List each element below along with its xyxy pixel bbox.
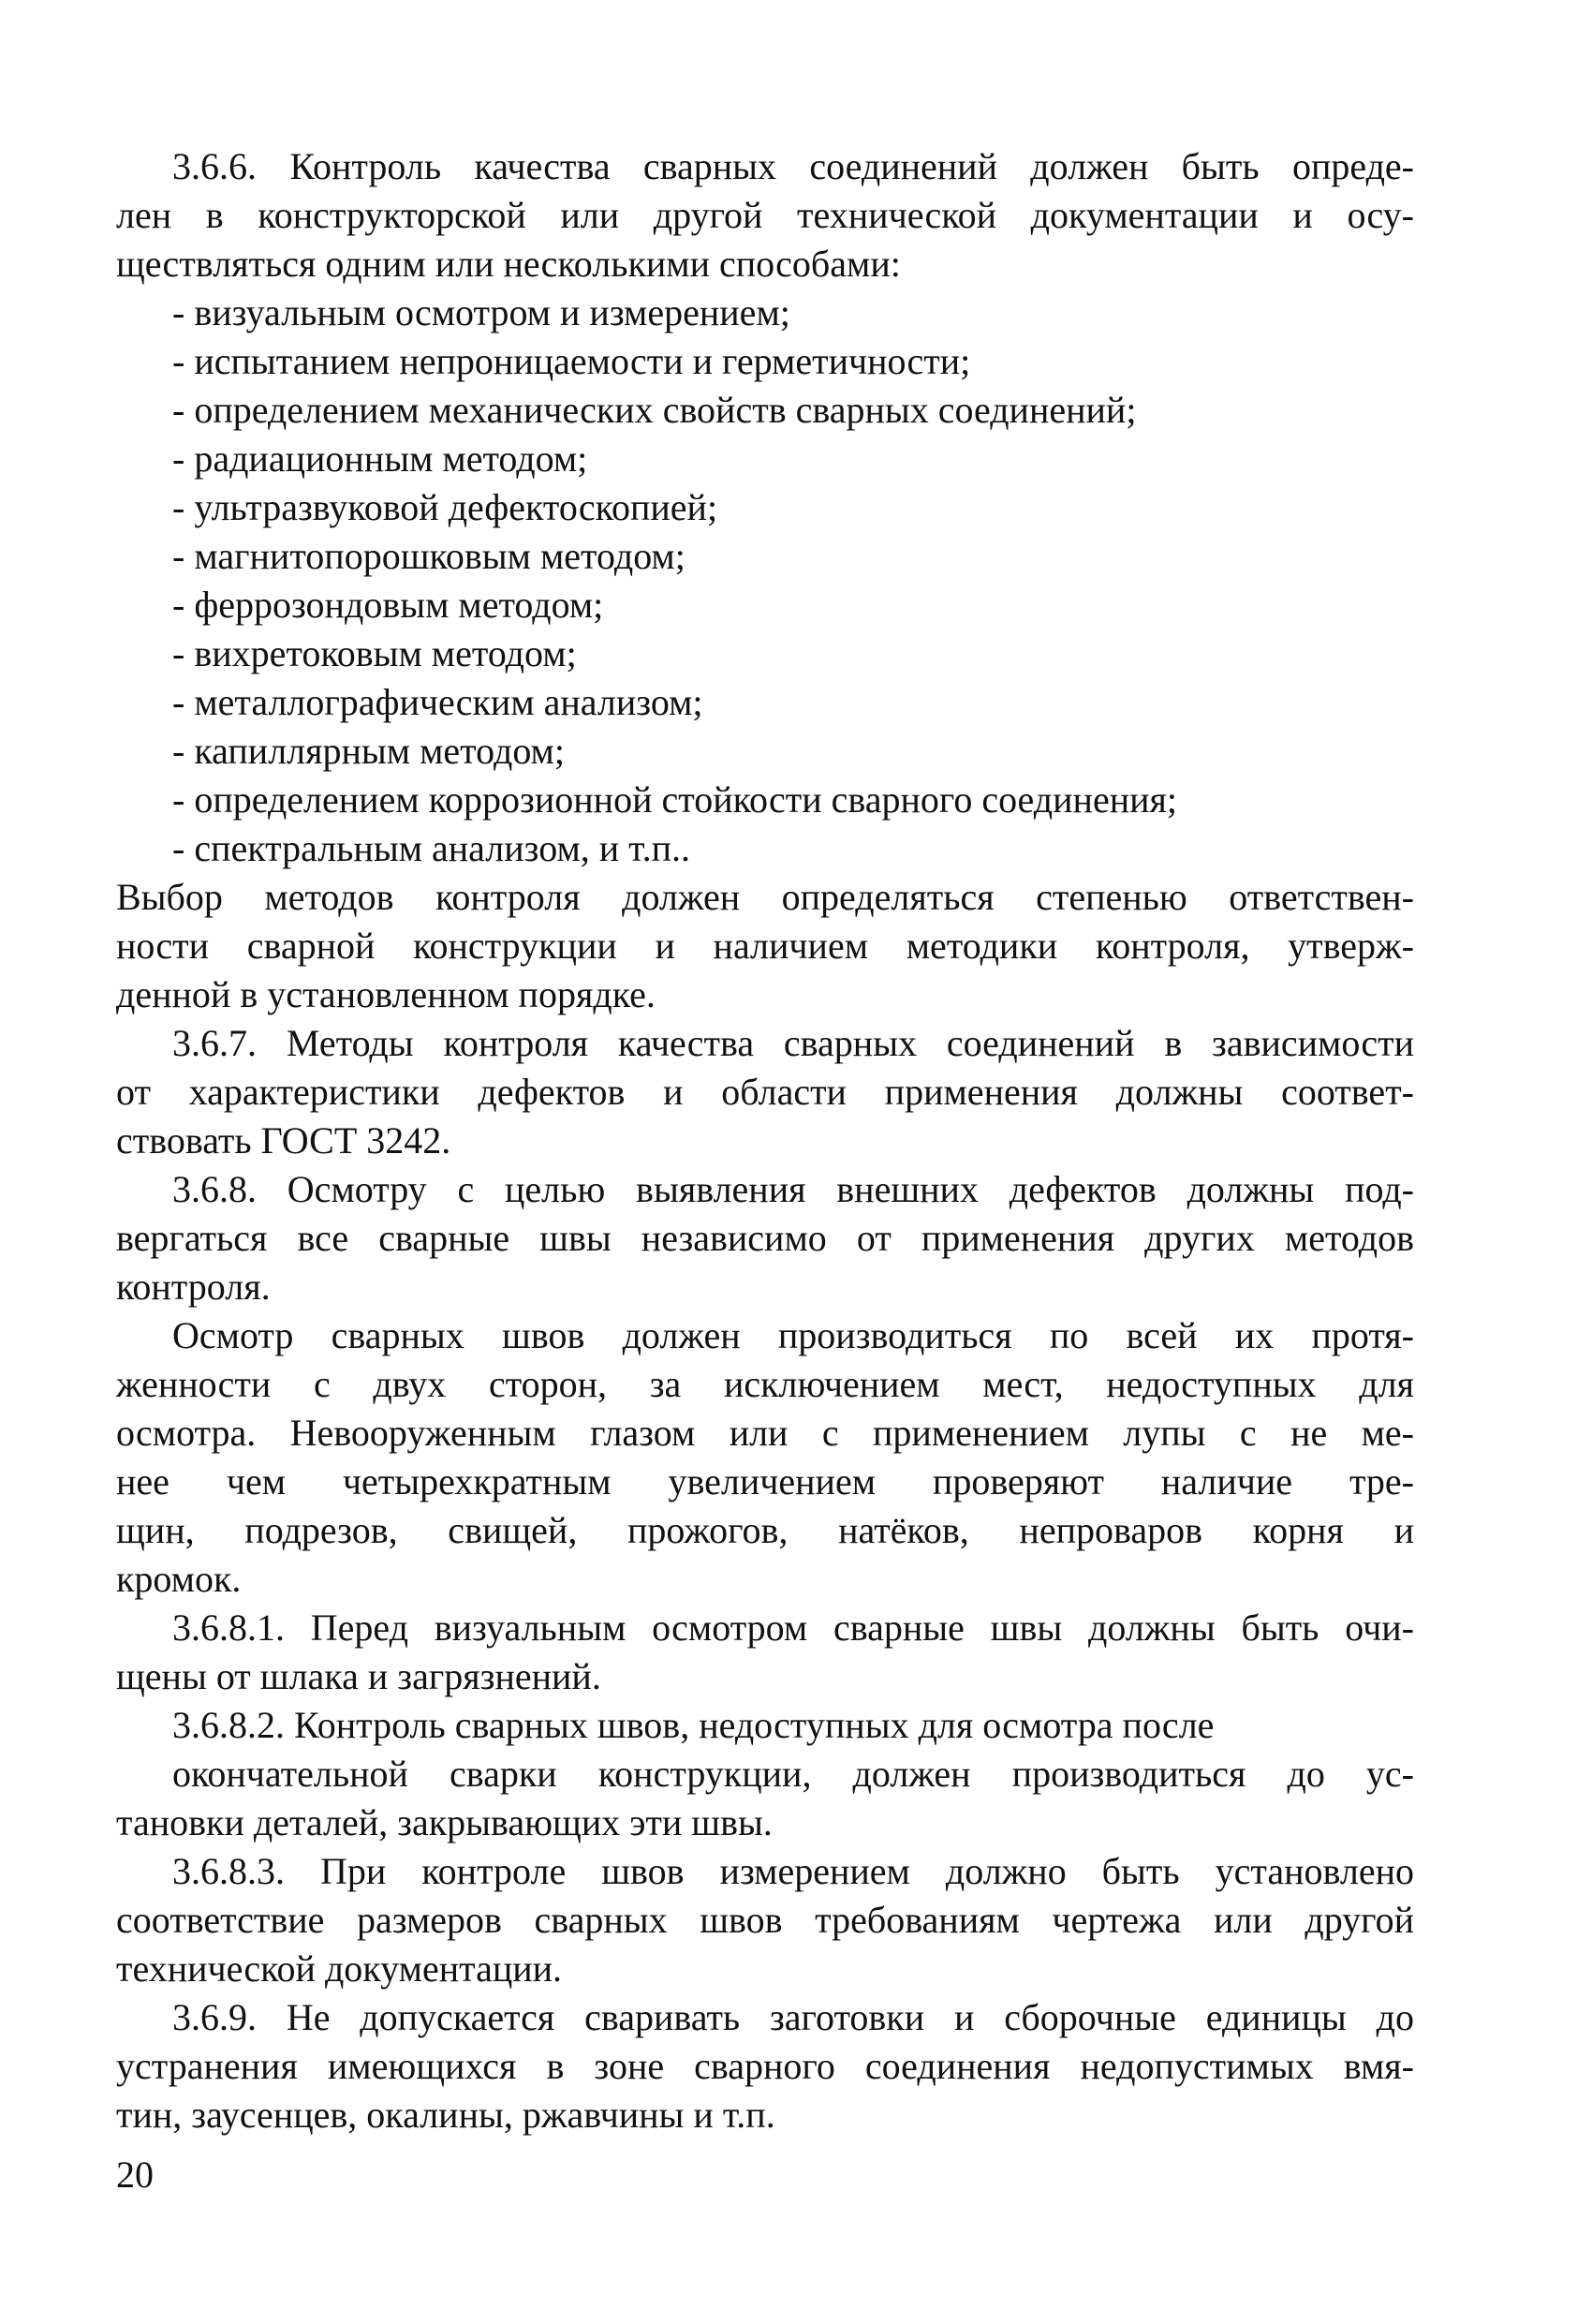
paragraph-3-6-6-line-1: 3.6.6. Контроль качества сварных соединений должен быть опреде- [172, 145, 1414, 187]
paragraph-inspection-line-2: женности с двух сторон, за исключением мест, недоступных для [116, 1363, 1414, 1405]
list-item: - спектральным анализом, и т.п.. [172, 827, 691, 869]
paragraph-3-6-8-1-line-1: 3.6.8.1. Перед визуальным осмотром сварные швы должны быть очи- [172, 1606, 1414, 1649]
paragraph-3-6-6-line-3: ществляться одним или несколькими способами: [116, 243, 901, 285]
paragraph-3-6-7-line-3: ствовать ГОСТ 3242. [116, 1119, 451, 1162]
paragraph-3-6-8-line-3: контроля. [116, 1266, 271, 1308]
list-item: - определением коррозионной стойкости сварного соединения; [172, 778, 1178, 821]
paragraph-3-6-8-3-line-1: 3.6.8.3. При контроле швов измерением должно быть установлено [172, 1850, 1414, 1892]
paragraph-3-6-6-line-2: лен в конструкторской или другой технической документации и осу- [116, 194, 1414, 236]
list-item: - металлографическим анализом; [172, 681, 703, 723]
page-number: 20 [116, 2154, 154, 2196]
paragraph-3-6-8-line-2: вергаться все сварные швы независимо от применения других методов [116, 1217, 1414, 1259]
paragraph-inspection-line-3: осмотра. Невооруженным глазом или с применением лупы с не ме- [116, 1412, 1414, 1454]
paragraph-methods-line-3: денной в установленном порядке. [116, 973, 656, 1015]
list-item: - магнитопорошковым методом; [172, 535, 685, 577]
paragraph-3-6-8-1-line-2: щены от шлака и загрязнений. [116, 1655, 601, 1697]
paragraph-3-6-8-2-line-3: тановки деталей, закрывающих эти швы. [116, 1801, 773, 1843]
list-item: - ультразвуковой дефектоскопией; [172, 486, 718, 528]
list-item: - капиллярным методом; [172, 730, 565, 772]
paragraph-3-6-8-2-line-2: окончательной сварки конструкции, должен производиться до ус- [172, 1753, 1414, 1795]
list-item: - вихретоковым методом; [172, 632, 577, 674]
paragraph-3-6-7-line-2: от характеристики дефектов и области применения должны соответ- [116, 1071, 1414, 1113]
paragraph-inspection-line-1: Осмотр сварных швов должен производиться по всей их протя- [172, 1314, 1414, 1356]
list-item: - феррозондовым методом; [172, 584, 604, 626]
paragraph-3-6-8-line-1: 3.6.8. Осмотру с целью выявления внешних дефектов должны под- [172, 1168, 1414, 1210]
paragraph-3-6-9-line-2: устранения имеющихся в зоне сварного соединения недопустимых вмя- [116, 2045, 1414, 2087]
paragraph-inspection-line-4: нее чем четырехкратным увеличением проверяют наличие тре- [116, 1460, 1414, 1502]
list-item: - испытанием непроницаемости и герметичности; [172, 340, 971, 382]
paragraph-methods-line-2: ности сварной конструкции и наличием методики контроля, утверж- [116, 925, 1414, 967]
paragraph-inspection-line-5: щин, подрезов, свищей, прожогов, натёков, непроваров корня и [116, 1509, 1414, 1551]
paragraph-3-6-9-line-1: 3.6.9. Не допускается сваривать заготовки и сборочные единицы до [172, 1996, 1414, 2038]
paragraph-methods-line-1: Выбор методов контроля должен определяться степенью ответствен- [116, 876, 1414, 918]
paragraph-inspection-line-6: кромок. [116, 1558, 242, 1600]
list-item: - визуальным осмотром и измерением; [172, 291, 790, 333]
paragraph-3-6-8-2-line-1: 3.6.8.2. Контроль сварных швов, недоступных для осмотра после [172, 1704, 1215, 1746]
list-item: - определением механических свойств сварных соединений; [172, 389, 1137, 431]
list-item: - радиационным методом; [172, 437, 588, 480]
paragraph-3-6-8-3-line-3: технической документации. [116, 1947, 563, 1990]
paragraph-3-6-7-line-1: 3.6.7. Методы контроля качества сварных соединений в зависимости [172, 1022, 1414, 1064]
paragraph-3-6-8-3-line-2: соответствие размеров сварных швов требованиям чертежа или другой [116, 1899, 1414, 1941]
paragraph-3-6-9-line-3: тин, заусенцев, окалины, ржавчины и т.п. [116, 2094, 775, 2136]
